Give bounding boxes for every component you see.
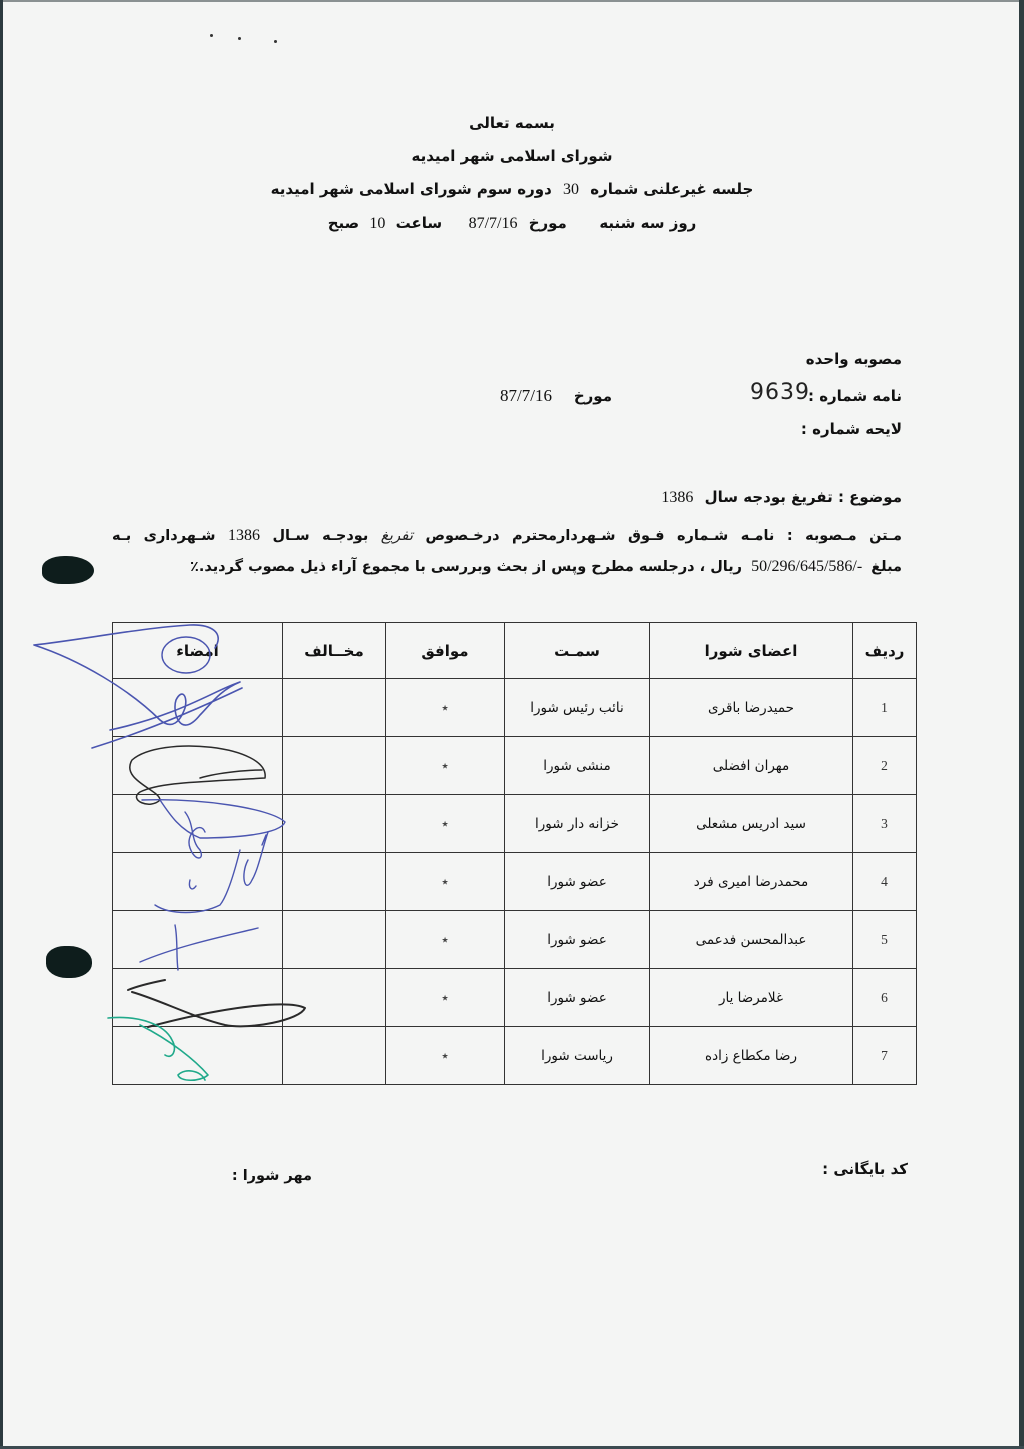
- agree-mark: ٭: [386, 853, 505, 911]
- session-prefix: جلسه غیرعلنی شماره: [590, 180, 754, 198]
- member-name: مهران افضلی: [650, 737, 853, 795]
- letter-date-value: 87/7/16: [500, 386, 552, 405]
- scan-edge-top: [0, 0, 1024, 2]
- signature-cell: [113, 853, 283, 911]
- disagree-cell: [283, 969, 386, 1027]
- letter-number-value: 9639: [750, 380, 810, 405]
- table-row: [113, 969, 917, 1027]
- header-signature: امضاء: [113, 623, 283, 679]
- invocation: بسمه تعالی: [469, 114, 555, 132]
- header-index: ردیف: [853, 623, 917, 679]
- council-name: شورای اسلامی شهر امیدیه: [411, 147, 613, 165]
- row-index: 4: [853, 853, 917, 911]
- row-index: 6: [853, 969, 917, 1027]
- header-disagree: مخــالف: [283, 623, 386, 679]
- member-name: عبدالمحسن فدعمی: [650, 911, 853, 969]
- member-name: غلامرضا یار: [650, 969, 853, 1027]
- header-agree: موافق: [386, 623, 505, 679]
- table-row: [113, 737, 917, 795]
- table-row: [113, 911, 917, 969]
- session-time-value: 10: [369, 215, 386, 232]
- member-role: عضو شورا: [505, 853, 650, 911]
- table-row: [113, 679, 917, 737]
- resolution-label: مـتن مـصوبه :: [786, 528, 902, 544]
- letter-date-label: مورخ: [573, 387, 612, 405]
- disagree-cell: [283, 795, 386, 853]
- resolution-text: شـهرداری بـه: [112, 528, 216, 544]
- scan-speck: [238, 37, 241, 40]
- session-day: روز سه شنبه: [599, 214, 697, 232]
- row-index: 5: [853, 911, 917, 969]
- punch-hole-top: [42, 556, 94, 584]
- archive-code-label: کد بایگانی :: [822, 1160, 908, 1178]
- row-index: 2: [853, 737, 917, 795]
- member-name: سید ادریس مشعلی: [650, 795, 853, 853]
- resolution-line-1: [112, 526, 902, 545]
- unit-title: مصوبه واحده: [805, 350, 902, 368]
- table-header-row: [113, 623, 917, 679]
- resolution-text: مبلغ: [871, 559, 902, 575]
- handwritten-word: تفریغ: [380, 526, 413, 544]
- bill-number-label: لایحه شماره :: [800, 420, 902, 438]
- disagree-cell: [283, 1027, 386, 1085]
- member-role: عضو شورا: [505, 969, 650, 1027]
- agree-mark: ٭: [386, 969, 505, 1027]
- signature-cell: [113, 969, 283, 1027]
- punch-hole-bottom: [46, 946, 92, 978]
- member-role: منشی شورا: [505, 737, 650, 795]
- subject-year: 1386: [661, 489, 694, 506]
- row-index: 3: [853, 795, 917, 853]
- member-role: عضو شورا: [505, 911, 650, 969]
- subject: [661, 488, 902, 507]
- disagree-cell: [283, 679, 386, 737]
- letter-number-label: نامه شماره :: [807, 387, 902, 405]
- session-title: [0, 180, 1024, 199]
- row-index: 7: [853, 1027, 917, 1085]
- resolution-line-2: [190, 558, 902, 576]
- agree-mark: ٭: [386, 795, 505, 853]
- member-role: ریاست شورا: [505, 1027, 650, 1085]
- member-name: محمدرضا امیری فرد: [650, 853, 853, 911]
- member-role: خزانه دار شورا: [505, 795, 650, 853]
- resolution-text: ریال ، درجلسه مطرح وپس از بحث وبررسی با مجموع آراء ذیل مصوب گردید.٪: [189, 559, 743, 575]
- header-role: سمـت: [505, 623, 650, 679]
- table-row: [113, 853, 917, 911]
- agree-mark: ٭: [386, 911, 505, 969]
- table-row: [113, 1027, 917, 1085]
- signature-cell: [113, 911, 283, 969]
- header-members: اعضای شورا: [650, 623, 853, 679]
- session-number: 30: [563, 181, 580, 198]
- resolution-text: نامـه شـماره فـوق شـهردارمحترم درخـصوص: [425, 528, 775, 544]
- disagree-cell: [283, 737, 386, 795]
- agree-mark: ٭: [386, 1027, 505, 1085]
- agree-mark: ٭: [386, 679, 505, 737]
- scan-speck: [210, 34, 213, 37]
- signature-cell: [113, 1027, 283, 1085]
- session-date-label: مورخ: [528, 214, 567, 232]
- member-name: حمیدرضا باقری: [650, 679, 853, 737]
- resolution-text: بودجـه سـال: [272, 528, 369, 544]
- council-seal-label: مهر شورا :: [231, 1168, 312, 1184]
- table-row: [113, 795, 917, 853]
- member-role: نائب رئیس شورا: [505, 679, 650, 737]
- session-suffix: دوره سوم شورای اسلامی شهر امیدیه: [270, 180, 552, 198]
- row-index: 1: [853, 679, 917, 737]
- resolution-amount: 50/296/645/586/-: [751, 558, 863, 575]
- disagree-cell: [283, 911, 386, 969]
- signature-cell: [113, 737, 283, 795]
- agree-mark: ٭: [386, 737, 505, 795]
- subject-label: موضوع : تفریغ بودجه سال: [704, 488, 902, 506]
- disagree-cell: [283, 853, 386, 911]
- session-time-label: ساعت: [395, 214, 443, 232]
- scan-speck: [274, 40, 277, 43]
- session-time-suffix: صبح: [327, 214, 360, 232]
- votes-table: [112, 622, 917, 1085]
- signature-cell: [113, 795, 283, 853]
- signature-cell: [113, 679, 283, 737]
- member-name: رضا مکطاع زاده: [650, 1027, 853, 1085]
- session-datetime: [0, 214, 1024, 233]
- session-date-value: 87/7/16: [468, 215, 518, 232]
- resolution-year: 1386: [227, 527, 260, 544]
